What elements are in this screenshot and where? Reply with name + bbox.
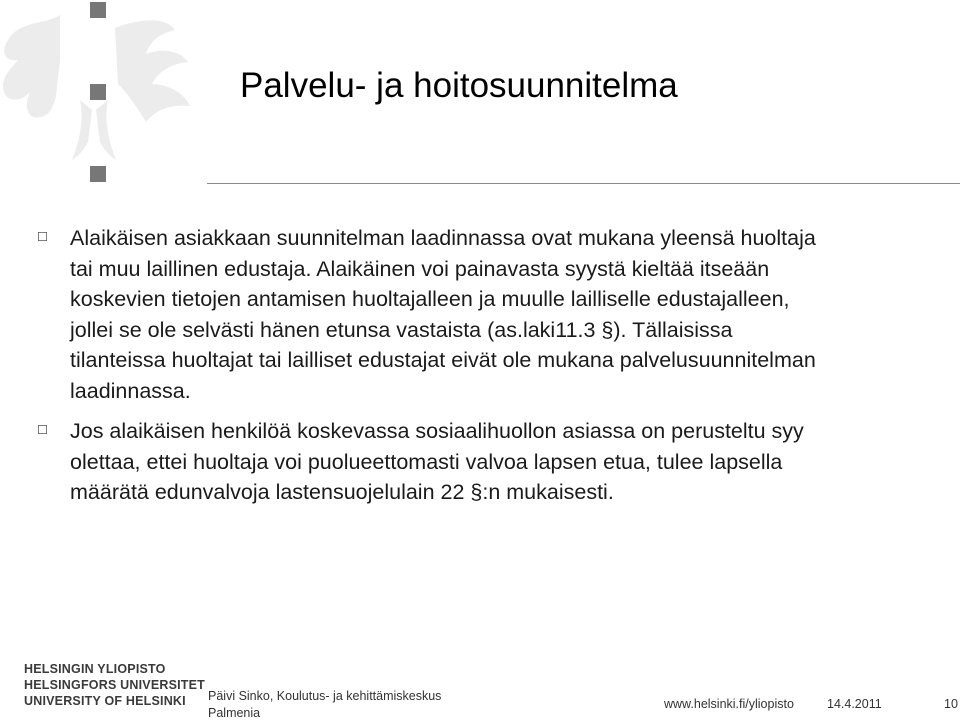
footer-date: 14.4.2011 [827,697,882,711]
bullet-line: määrätä edunvalvoja lastensuojelulain 22 §:n mukaisesti. [70,480,614,504]
bullet-line: tai muu laillinen edustaja. Alaikäinen voi painavasta syystä kieltää itseään [70,256,770,281]
footer-author [208,688,441,722]
bullet-line: koskevien tietojen antamisen huoltajalleen ja muulle lailliselle edustajalleen, [70,287,790,311]
title-divider [207,183,960,184]
wordmark-line: UNIVERSITY OF HELSINKI [24,694,186,708]
slide-title: Palvelu- ja hoitosuunnitelma [240,66,678,105]
slide-body [38,223,953,518]
bullet-line: laadinnassa. [70,378,191,403]
bullet-line: tilanteissa huoltajat tai lailliset edustajat eivät ole mukana palvelusuunnitelman [70,348,816,372]
wordmark-line: HELSINGFORS UNIVERSITET [24,678,206,692]
bullet-item [38,416,953,508]
page-number: 10 [944,697,958,711]
university-flame-logo [0,0,210,190]
bullet-square-icon [38,425,47,434]
bullet-line: olettaa, ettei huoltaja voi puolueettomasti valvoa lapsen etua, tulee lapsella [70,449,783,474]
author-name: Päivi Sinko, Koulutus- ja kehittämiskeskus [208,689,442,703]
bullet-line: Alaikäisen asiakkaan suunnitelman laadinnassa ovat mukana yleensä huoltaja [70,226,816,250]
bullet-square-icon [38,232,47,241]
university-wordmark [24,661,205,709]
bullet-line: Jos alaikäisen henkilöä koskevassa sosiaalihuollon asiassa on perusteltu syy [70,419,804,443]
bullet-item [38,223,953,406]
bullet-line: jollei se ole selvästi hänen etunsa vastaista (as.laki11.3 §). Tällaisissa [70,317,733,342]
wordmark-line: HELSINGIN YLIOPISTO [24,662,166,676]
footer-url[interactable]: www.helsinki.fi/yliopisto [664,697,794,711]
author-unit: Palmenia [208,706,261,720]
